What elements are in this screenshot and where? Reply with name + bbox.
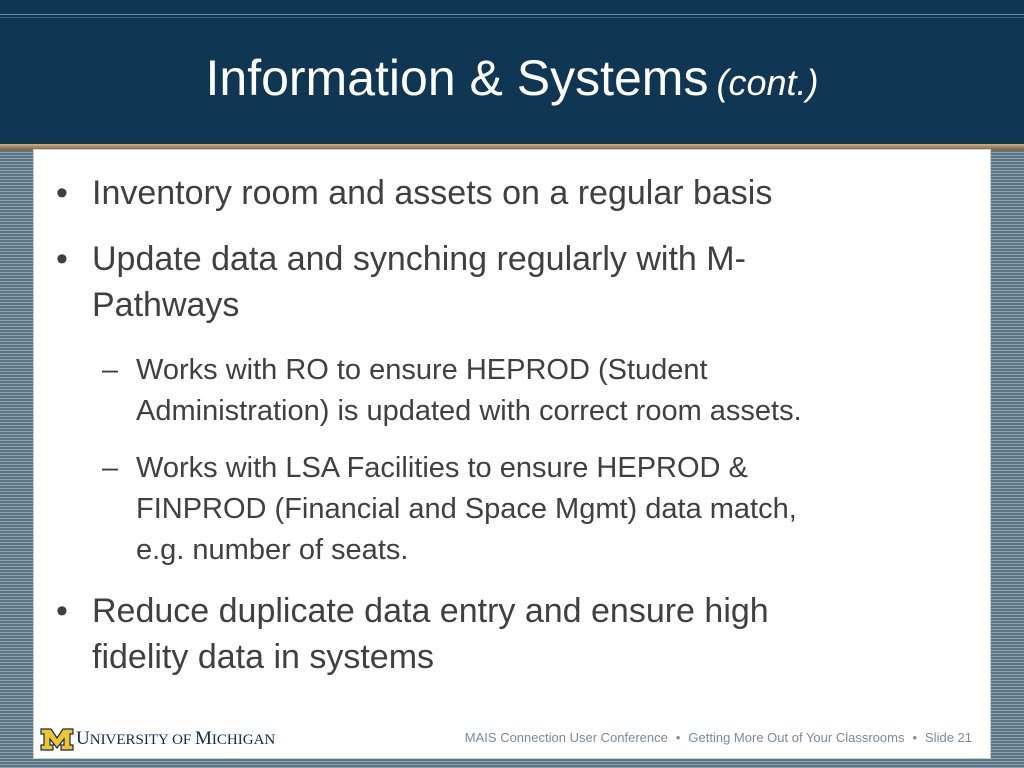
bullet-list [34, 150, 990, 710]
footer-presentation-title: Getting More Out of Your Classrooms [688, 730, 905, 745]
bullet-marker: • [56, 174, 68, 212]
block-m-icon [40, 727, 74, 751]
title-rule [0, 14, 1024, 15]
sub-bullet-line: Administration) is updated with correct room assets. [136, 395, 802, 427]
bullet-line: Pathways [92, 286, 240, 324]
logo-wordmark: UNIVERSITY OF MICHIGAN [76, 728, 276, 749]
sub-bullet-marker: – [102, 452, 119, 484]
bullet-marker: • [56, 240, 68, 278]
content-panel [34, 150, 990, 758]
footer-separator: • [675, 730, 681, 745]
sub-bullet-line: e.g. number of seats. [136, 534, 409, 566]
bullet-line: Reduce duplicate data entry and ensure high [92, 592, 769, 630]
bullet-line: Inventory room and assets on a regular basis [92, 174, 773, 212]
footer-conference: MAIS Connection User Conference [464, 730, 668, 745]
slide-title-main: Information & Systems [205, 50, 709, 106]
footer-separator: • [912, 730, 918, 745]
bullet-line: Update data and synching regularly with M- [92, 240, 746, 278]
title-rule-secondary [0, 17, 1024, 18]
slide-number: Slide 21 [925, 730, 972, 745]
sub-bullet-marker: – [102, 354, 119, 386]
title-bar [0, 0, 1024, 144]
bullet-line: fidelity data in systems [92, 638, 435, 676]
slide-footer [34, 716, 990, 756]
university-logo [40, 726, 275, 752]
sub-bullet-line: Works with LSA Facilities to ensure HEPROD & [136, 452, 748, 484]
bullet-marker: • [56, 592, 68, 630]
footer-caption [465, 730, 972, 745]
slide-title [0, 46, 1024, 115]
sub-bullet-line: Works with RO to ensure HEPROD (Student [136, 354, 708, 386]
sub-bullet-line: FINPROD (Financial and Space Mgmt) data match, [136, 493, 797, 525]
slide-title-suffix: (cont.) [716, 62, 819, 103]
